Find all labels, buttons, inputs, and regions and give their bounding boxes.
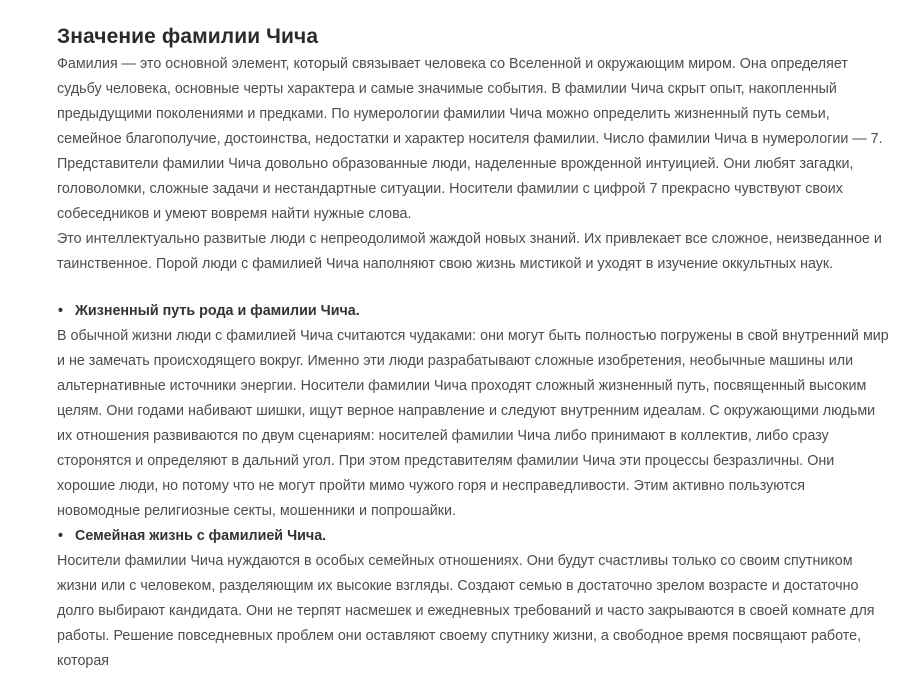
page-title: Значение фамилии Чича: [57, 25, 319, 48]
article: [57, 22, 889, 674]
section-heading-life-path: [57, 299, 889, 324]
section-heading-family-life: [57, 524, 889, 549]
intro-paragraph-2: Это интеллектуально развитые люди с непреодолимой жаждой новых знаний. Их привлекает все сложное, неизведанное и таинственное. Порой люди с фамилией Чича наполняют свою жизнь мистикой и уходят в изучение оккультных наук.: [57, 231, 882, 272]
section-heading-text: Семейная жизнь с фамилией Чича.: [75, 528, 327, 544]
section-heading-text: Жизненный путь рода и фамилии Чича.: [75, 303, 360, 319]
intro-paragraph-1: Фамилия — это основной элемент, который связывает человека со Вселенной и окружающим миром. Она определяет судьбу человека, основные черты характера и самые значимые события. В фамилии Чича скрыт опыт, накопленный предыдущими поколениями и предками. По нумерологии фамилии Чича можно определить жизненный путь семьи, семейное благополучие, достоинства, недостатки и характер носителя фамилии. Число фамилии Чича в нумерологии — 7. Представители фамилии Чича довольно образованные люди, наделенные врожденной интуицией. Они любят загадки, головоломки, сложные задачи и нестандартные ситуации. Носители фамилии с цифрой 7 прекрасно чувствуют своих собеседников и умеют вовремя найти нужные слова.: [57, 56, 883, 222]
bullet-icon: •: [58, 528, 64, 544]
section-paragraph-family-life: Носители фамилии Чича нуждаются в особых семейных отношениях. Они будут счастливы только со своим спутником жизни или с человеком, разделяющим их высокие взгляды. Создают семью в достаточно зрелом возрасте и достаточно долго выбирают кандидата. Они не терпят насмешек и ежедневных требований и часто закрываются в своей комнате для работы. Решение повседневных проблем они оставляют своему спутнику жизни, а свободное время посвящают работе, которая: [57, 553, 875, 669]
bullet-icon: •: [58, 303, 64, 319]
section-paragraph-life-path: В обычной жизни люди с фамилией Чича считаются чудаками: они могут быть полностью погружены в свой внутренний мир и не замечать происходящего вокруг. Именно эти люди разрабатывают сложные изобретения, необычные машины или альтернативные источники энергии. Носители фамилии Чича проходят сложный жизненный путь, посвященный высоким целям. Они годами набивают шишки, ищут верное направление и следуют внутренним идеалам. С окружающими людьми их отношения развиваются по двум сценариям: носителей фамилии Чича либо принимают в коллектив, либо сразу сторонятся и определяют в дальний угол. При этом представителям фамилии Чича эти процессы безразличны. Они хорошие люди, но потому что не могут пройти мимо чужого горя и несправедливости. Этим активно пользуются новомодные религиозные секты, мошенники и попрошайки.: [57, 328, 889, 519]
